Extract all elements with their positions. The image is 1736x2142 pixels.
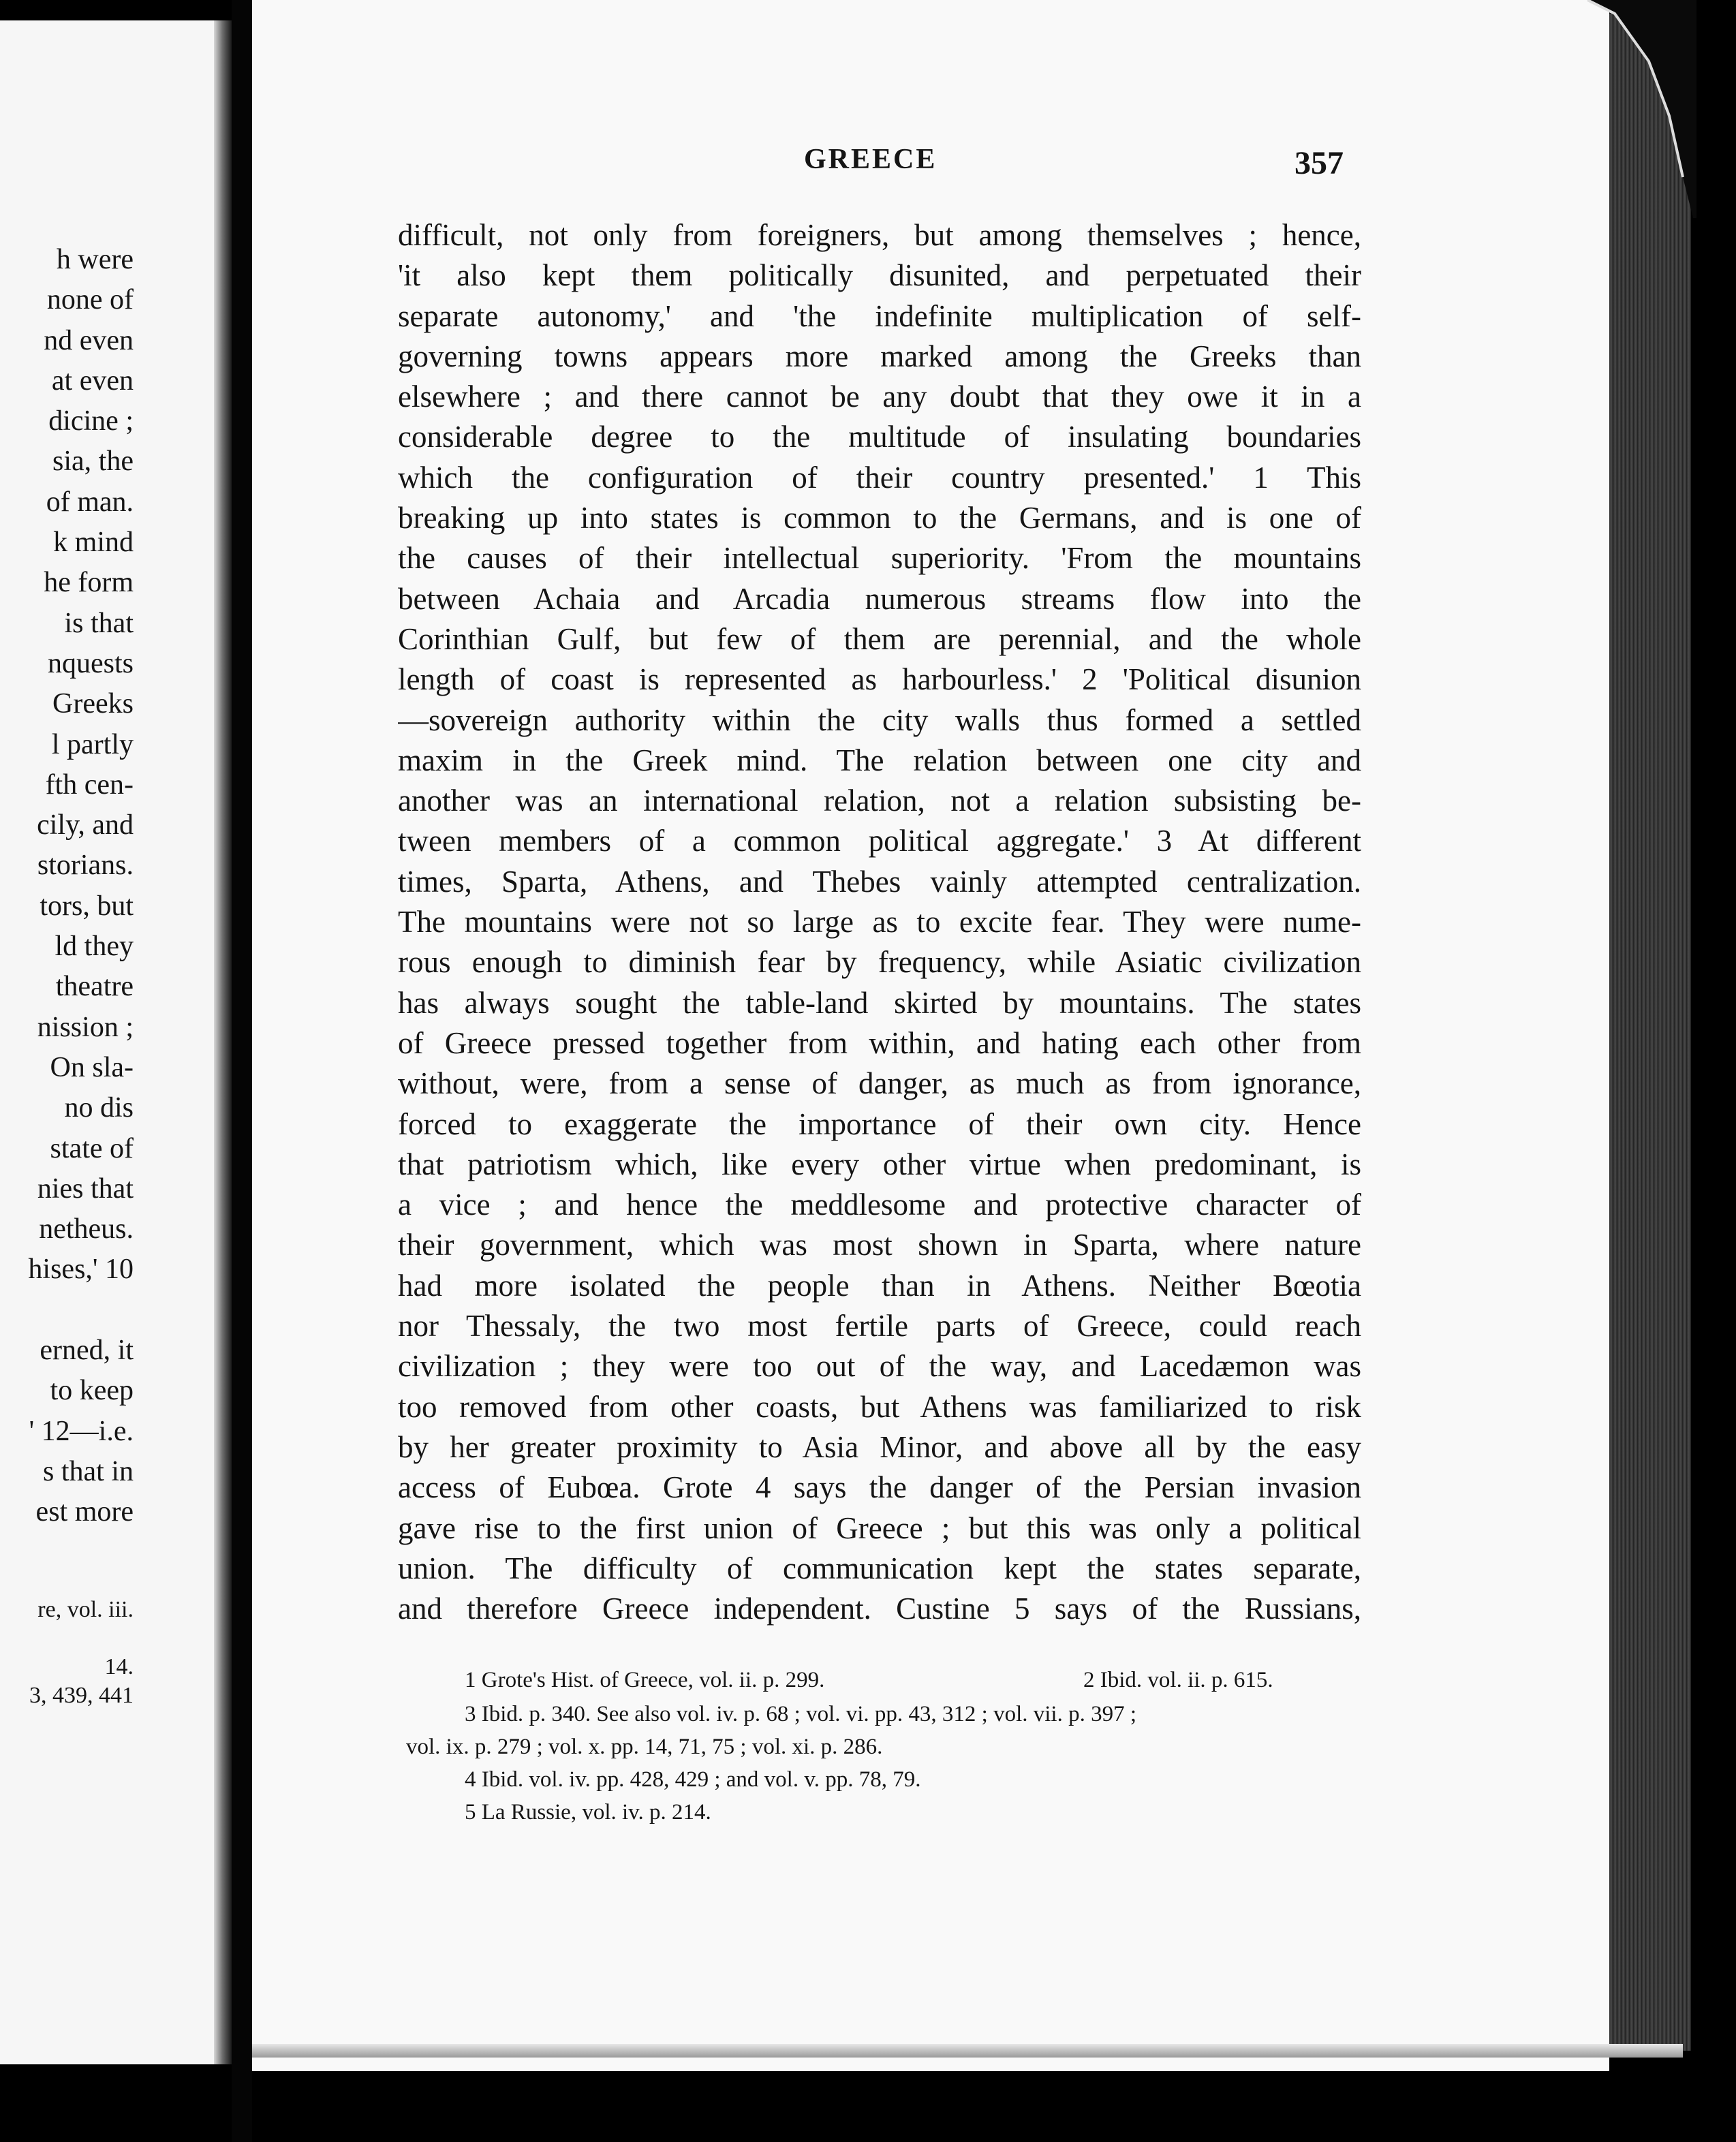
- left-footnote: [0, 1624, 134, 1653]
- left-line: On sla-: [50, 1051, 134, 1083]
- left-line: no dis: [64, 1092, 134, 1124]
- left-line: nission ;: [37, 1011, 134, 1043]
- text-line: access of Eubœa. Grote 4 says the danger of the Persian invasion: [398, 1470, 1361, 1505]
- footnote-3-continued: vol. ix. p. 279 ; vol. x. pp. 14, 71, 75 ; vol. xi. p. 286.: [406, 1735, 883, 1759]
- footnote-2: 2 Ibid. vol. ii. p. 615.: [1083, 1668, 1273, 1692]
- text-line: gave rise to the first union of Greece ; but this was only a political: [398, 1510, 1361, 1545]
- left-line: nd even: [44, 324, 134, 356]
- left-line: s that in: [43, 1455, 134, 1487]
- text-line: tween members of a common political aggregate.' 3 At different: [398, 824, 1361, 858]
- book-spine: [232, 0, 252, 2142]
- left-footnote: 14.: [104, 1654, 134, 1679]
- left-line: [0, 1290, 134, 1331]
- text-line: 'it also kept them politically disunited, and perpetuated their: [398, 258, 1361, 293]
- text-line: maxim in the Greek mind. The relation between one city and: [398, 743, 1361, 777]
- text-line: which the configuration of their country presented.' 1 This: [398, 460, 1361, 495]
- text-line: nor Thessaly, the two most fertile parts of Greece, could reach: [398, 1309, 1361, 1344]
- text-line: forced to exaggerate the importance of their own city. Hence: [398, 1106, 1361, 1141]
- text-line: their government, which was most shown in Sparta, where nature: [398, 1228, 1361, 1262]
- text-line: times, Sparta, Athens, and Thebes vainly attempted centralization.: [398, 864, 1361, 899]
- left-line: tors, but: [40, 890, 134, 922]
- text-line: elsewhere ; and there cannot be any doubt that they owe it in a: [398, 379, 1361, 414]
- text-line: separate autonomy,' and 'the indefinite multiplication of self-: [398, 298, 1361, 333]
- running-title: GREECE: [804, 144, 937, 175]
- text-line: has always sought the table-land skirted by mountains. The states: [398, 985, 1361, 1020]
- text-line: length of coast is represented as harbourless.' 2 'Political disunion: [398, 662, 1361, 697]
- left-line: nies that: [37, 1173, 134, 1205]
- left-line: Greeks: [52, 688, 134, 720]
- left-line: netheus.: [39, 1213, 134, 1245]
- left-line: at even: [51, 364, 134, 397]
- text-line: difficult, not only from foreigners, but among themselves ; hence,: [398, 218, 1361, 252]
- text-line: by her greater proximity to Asia Minor, and above all by the easy: [398, 1429, 1361, 1464]
- left-line: est more: [35, 1496, 134, 1528]
- text-line: that patriotism which, like every other virtue when predominant, is: [398, 1147, 1361, 1181]
- left-line: is that: [64, 607, 134, 639]
- left-page: [0, 20, 232, 2064]
- left-line: h were: [56, 244, 134, 275]
- left-line: state of: [50, 1132, 134, 1164]
- page-bottom-edge: [252, 2044, 1683, 2058]
- left-line: l partly: [51, 728, 134, 760]
- text-line: without, were, from a sense of danger, as much as from ignorance,: [398, 1066, 1361, 1101]
- text-line: another was an international relation, not a relation subsisting be-: [398, 783, 1361, 818]
- page-corner-fold: [1574, 0, 1696, 218]
- text-line: of Greece pressed together from within, and hating each other from: [398, 1025, 1361, 1060]
- left-page-footnotes: [0, 1596, 134, 1710]
- text-line: had more isolated the people than in Athens. Neither Bœotia: [398, 1268, 1361, 1303]
- left-line: of man.: [46, 486, 134, 518]
- main-text: [398, 215, 1361, 1629]
- left-line: theatre: [55, 971, 134, 1003]
- footnote-5: 5 La Russie, vol. iv. p. 214.: [465, 1800, 711, 1825]
- text-line: too removed from other coasts, but Athens was familiarized to risk: [398, 1389, 1361, 1424]
- page-number: 357: [1295, 145, 1344, 181]
- left-line: ' 12—i.e.: [29, 1415, 134, 1447]
- left-line: dicine ;: [48, 405, 134, 437]
- text-line: the causes of their intellectual superiority. 'From the mountains: [398, 541, 1361, 576]
- left-line: nquests: [48, 647, 134, 679]
- left-line: k mind: [53, 527, 134, 559]
- left-line: ld they: [55, 931, 134, 963]
- text-line: a vice ; and hence the meddlesome and protective character of: [398, 1188, 1361, 1222]
- text-line: —sovereign authority within the city walls thus formed a settled: [398, 702, 1361, 737]
- footnote-4: 4 Ibid. vol. iv. pp. 428, 429 ; and vol. v. pp. 78, 79.: [465, 1767, 921, 1792]
- text-line: considerable degree to the multitude of insulating boundaries: [398, 420, 1361, 454]
- text-line: between Achaia and Arcadia numerous streams flow into the: [398, 581, 1361, 616]
- left-footnote: 3, 439, 441: [29, 1683, 134, 1708]
- text-line: breaking up into states is common to the Germans, and is one of: [398, 501, 1361, 536]
- footnote-1: 1 Grote's Hist. of Greece, vol. ii. p. 299.: [465, 1668, 825, 1692]
- left-line: sia, the: [52, 446, 134, 478]
- text-line: union. The difficulty of communication kept the states separate,: [398, 1551, 1361, 1585]
- text-line: The mountains were not so large as to excite fear. They were nume-: [398, 905, 1361, 940]
- left-line: hises,' 10: [28, 1254, 134, 1286]
- left-gutter-shadow: [214, 20, 232, 2064]
- left-line: to keep: [50, 1375, 134, 1407]
- left-page-text: [0, 240, 134, 1533]
- footnote-3: 3 Ibid. p. 340. See also vol. iv. p. 68 ; vol. vi. pp. 43, 312 ; vol. vii. p. 397 ;: [465, 1702, 1137, 1726]
- left-line: fth cen-: [45, 769, 134, 801]
- text-line: Corinthian Gulf, but few of them are perennial, and the whole: [398, 621, 1361, 656]
- text-line: civilization ; they were too out of the way, and Lacedæmon was: [398, 1349, 1361, 1384]
- left-line: erned, it: [40, 1335, 134, 1367]
- left-line: cily, and: [37, 809, 134, 841]
- text-line: and therefore Greece independent. Custine 5 says of the Russians,: [398, 1592, 1361, 1626]
- text-line: rous enough to diminish fear by frequency, while Asiatic civilization: [398, 945, 1361, 980]
- text-line: governing towns appears more marked among the Greeks than: [398, 339, 1361, 373]
- left-footnote: re, vol. iii.: [37, 1597, 134, 1622]
- left-line: none of: [46, 284, 134, 316]
- left-line: storians.: [37, 850, 134, 882]
- page-edges: [1609, 14, 1691, 2051]
- left-line: he form: [44, 567, 134, 599]
